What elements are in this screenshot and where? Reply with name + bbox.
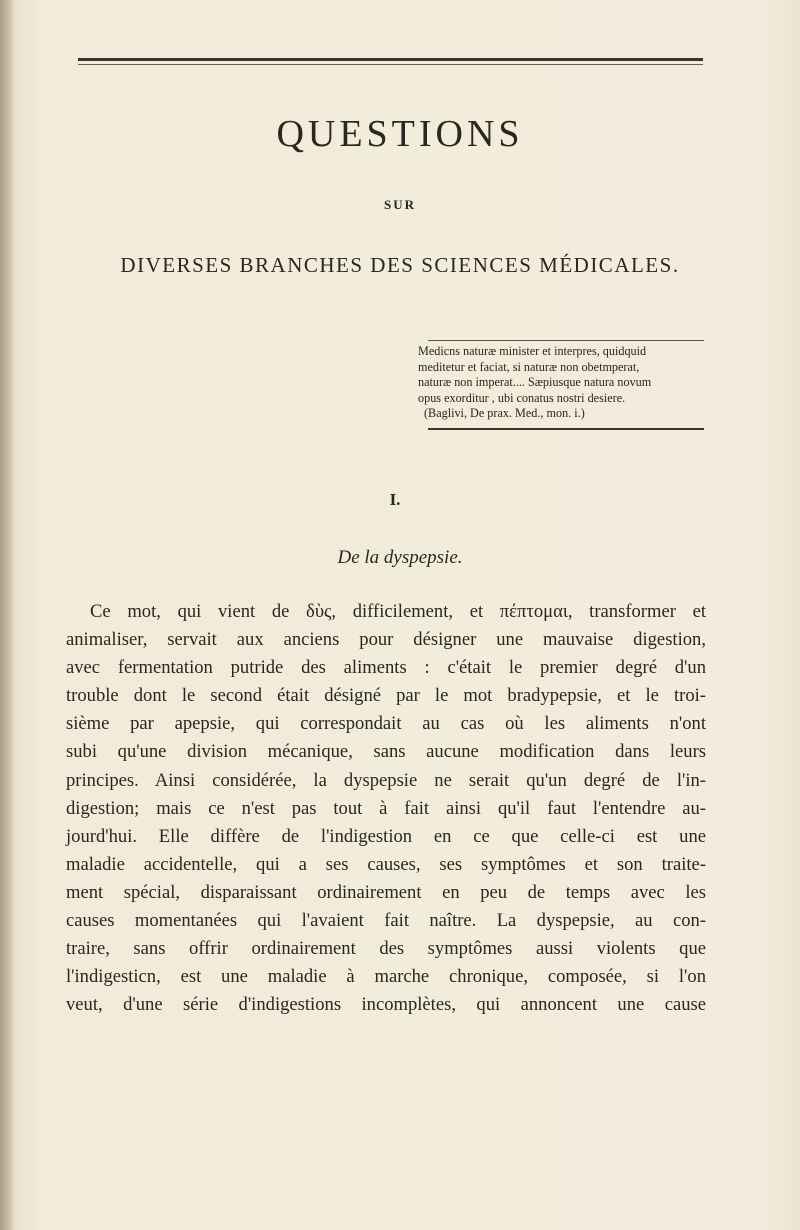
body-line: causes momentanées qui l'avaient fait naître. La dyspepsie, au con- — [66, 910, 706, 932]
body-line: digestion; mais ce n'est pas tout à fait ainsi qu'il faut l'entendre au- — [66, 797, 706, 819]
body-line: l'indigesticn, est une maladie à marche chronique, composée, si l'on — [66, 966, 706, 988]
epigraph-line: naturæ non imperat.... Sæpiusque natura novum — [418, 375, 652, 389]
body-line: veut, d'une série d'indigestions incomplètes, qui annoncent une cause — [66, 994, 706, 1016]
body-line: ment spécial, disparaissant ordinairement en peu de temps avec les — [66, 881, 706, 903]
epigraph-line: Medicns naturæ minister et interpres, quidquid — [418, 344, 647, 358]
page-subtitle: DIVERSES BRANCHES DES SCIENCES MÉDICALES. — [120, 253, 680, 277]
epigraph-line: opus exorditur , ubi conatus nostri desiere. — [418, 390, 626, 405]
epigraph-rule-top — [428, 340, 704, 341]
epigraph-rule-bottom — [428, 428, 704, 430]
epigraph-line: meditetur et faciat, si naturæ non obetmperat, — [418, 359, 640, 374]
title-connector: SUR — [383, 197, 416, 212]
body-paragraph — [66, 598, 706, 1019]
body-line: traire, sans offrir ordinairement des symptômes aussi violents que — [66, 938, 706, 960]
body-line: sième par apepsie, qui correspondait au cas où les aliments n'ont — [66, 713, 706, 735]
header-rule-thick — [78, 58, 703, 61]
section-numeral: I. — [389, 490, 401, 509]
body-line: principes. Ainsi considérée, la dyspepsie ne serait qu'un degré de l'in- — [66, 769, 706, 791]
page-title: QUESTIONS — [276, 113, 524, 155]
body-line: trouble dont le second était désigné par le mot bradypepsie, et le troi- — [66, 685, 706, 707]
body-line: subi qu'une division mécanique, sans aucune modification dans leurs — [66, 741, 706, 763]
header-rule-thin — [78, 64, 703, 65]
section-title: De la dyspepsie. — [337, 547, 463, 568]
epigraph — [418, 344, 708, 422]
body-line: jourd'hui. Elle diffère de l'indigestion en ce que celle-ci est une — [66, 825, 706, 847]
page-binding-edge — [0, 0, 14, 1230]
body-line: Ce mot, qui vient de δὺς, difficilement, et πέπτομαι, transformer et — [90, 601, 706, 622]
epigraph-citation: (Baglivi, De prax. Med., mon. i.) — [424, 406, 585, 420]
body-line: animaliser, servait aux anciens pour désigner une mauvaise digestion, — [66, 629, 706, 651]
body-line: maladie accidentelle, qui a ses causes, ses symptômes et son traite- — [66, 853, 706, 875]
body-line: avec fermentation putride des aliments : c'était le premier degré d'un — [66, 657, 706, 679]
